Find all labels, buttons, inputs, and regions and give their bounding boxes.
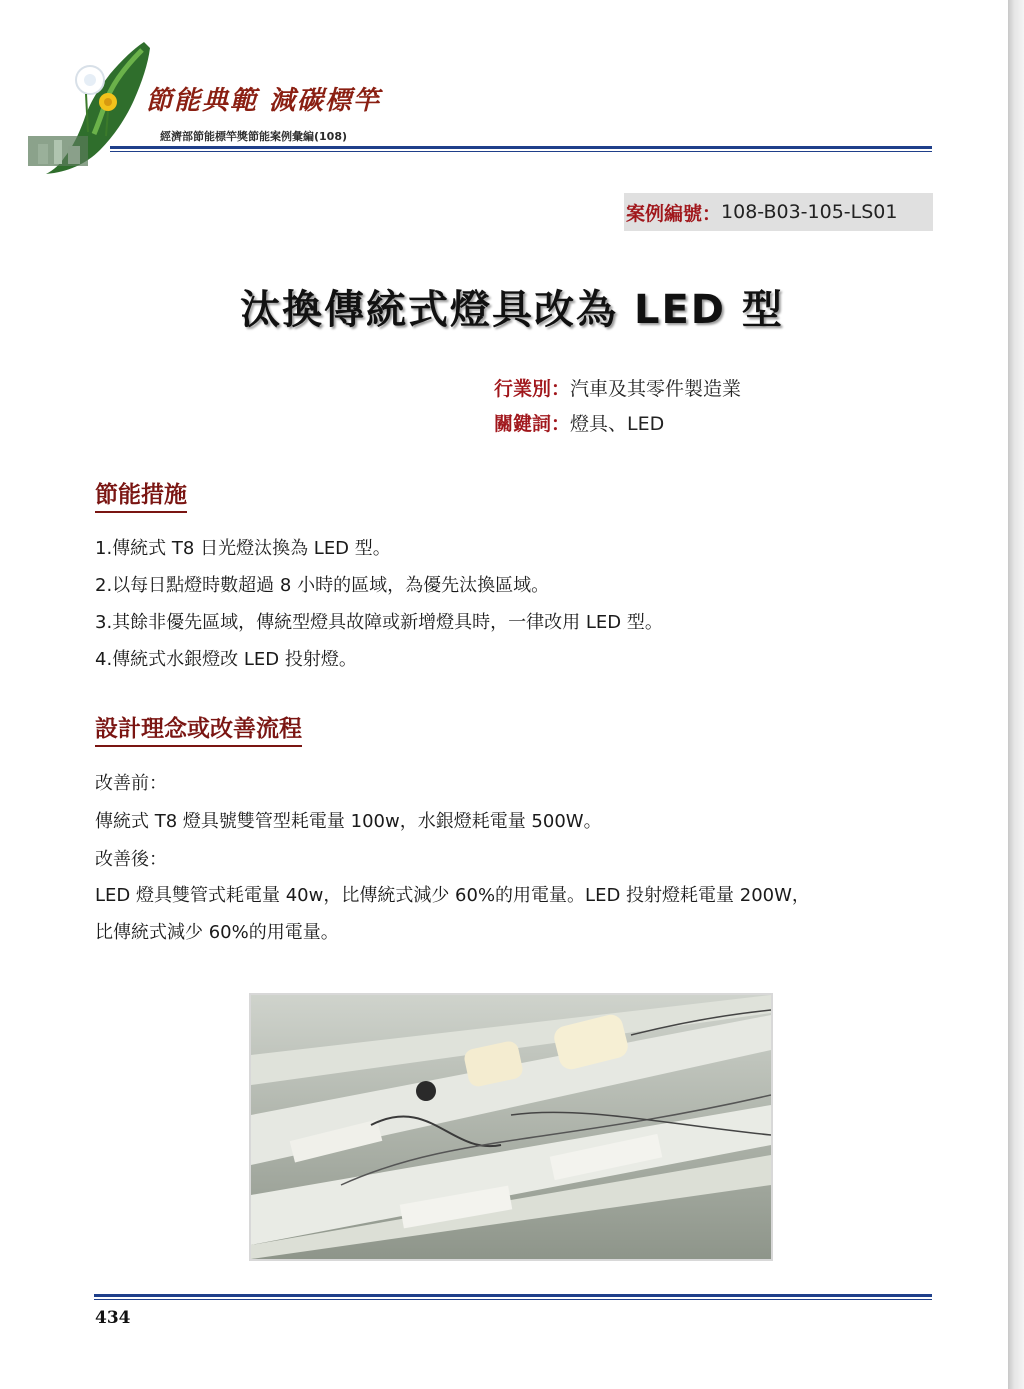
measure-item: 3.其餘非優先區域，傳統型燈具故障或新增燈具時，一律改用 LED 型。 [95, 612, 663, 633]
page-number: 434 [95, 1308, 131, 1328]
design-line: 比傳統式減少 60%的用電量。 [95, 922, 339, 943]
design-line: 改善後： [95, 849, 167, 870]
design-line: 改善前： [95, 773, 167, 794]
header-title: 節能典範 減碳標竿 [146, 86, 382, 116]
header-subtitle: 經濟部節能標竿獎節能案例彙編(108) [160, 130, 348, 143]
measure-item: 1.傳統式 T8 日光燈汰換為 LED 型。 [95, 538, 391, 559]
industry-row [494, 374, 741, 401]
header-rule-thin [110, 151, 932, 152]
design-line: LED 燈具雙管式耗電量 40w，比傳統式減少 60%的用電量。LED 投射燈耗電量 200W， [95, 885, 810, 906]
industry-value: 汽車及其零件製造業 [570, 378, 742, 400]
footer-rule-thin [94, 1299, 932, 1300]
design-heading: 設計理念或改善流程 [95, 710, 302, 747]
keywords-row [494, 409, 664, 436]
footer-rule [94, 1294, 932, 1297]
case-number-label: 案例編號： [626, 202, 722, 225]
page-title: 汰換傳統式燈具改為 LED 型 [240, 287, 784, 333]
industry-label: 行業別： [494, 378, 571, 400]
measure-item: 2.以每日點燈時數超過 8 小時的區域，為優先汰換區域。 [95, 575, 550, 596]
keywords-label: 關鍵詞： [494, 413, 571, 435]
design-line: 傳統式 T8 燈具號雙管型耗電量 100w，水銀燈耗電量 500W。 [95, 811, 602, 832]
case-number-value: 108-B03-105-LS01 [721, 201, 898, 223]
measures-heading: 節能措施 [95, 476, 187, 513]
fixture-photo-image [251, 995, 771, 1259]
fixture-photo [249, 993, 773, 1261]
header-rule [110, 146, 932, 149]
page-edge-shadow [1008, 0, 1024, 1389]
case-number-box [624, 193, 933, 231]
measure-item: 4.傳統式水銀燈改 LED 投射燈。 [95, 649, 357, 670]
keywords-value: 燈具、LED [570, 413, 665, 435]
